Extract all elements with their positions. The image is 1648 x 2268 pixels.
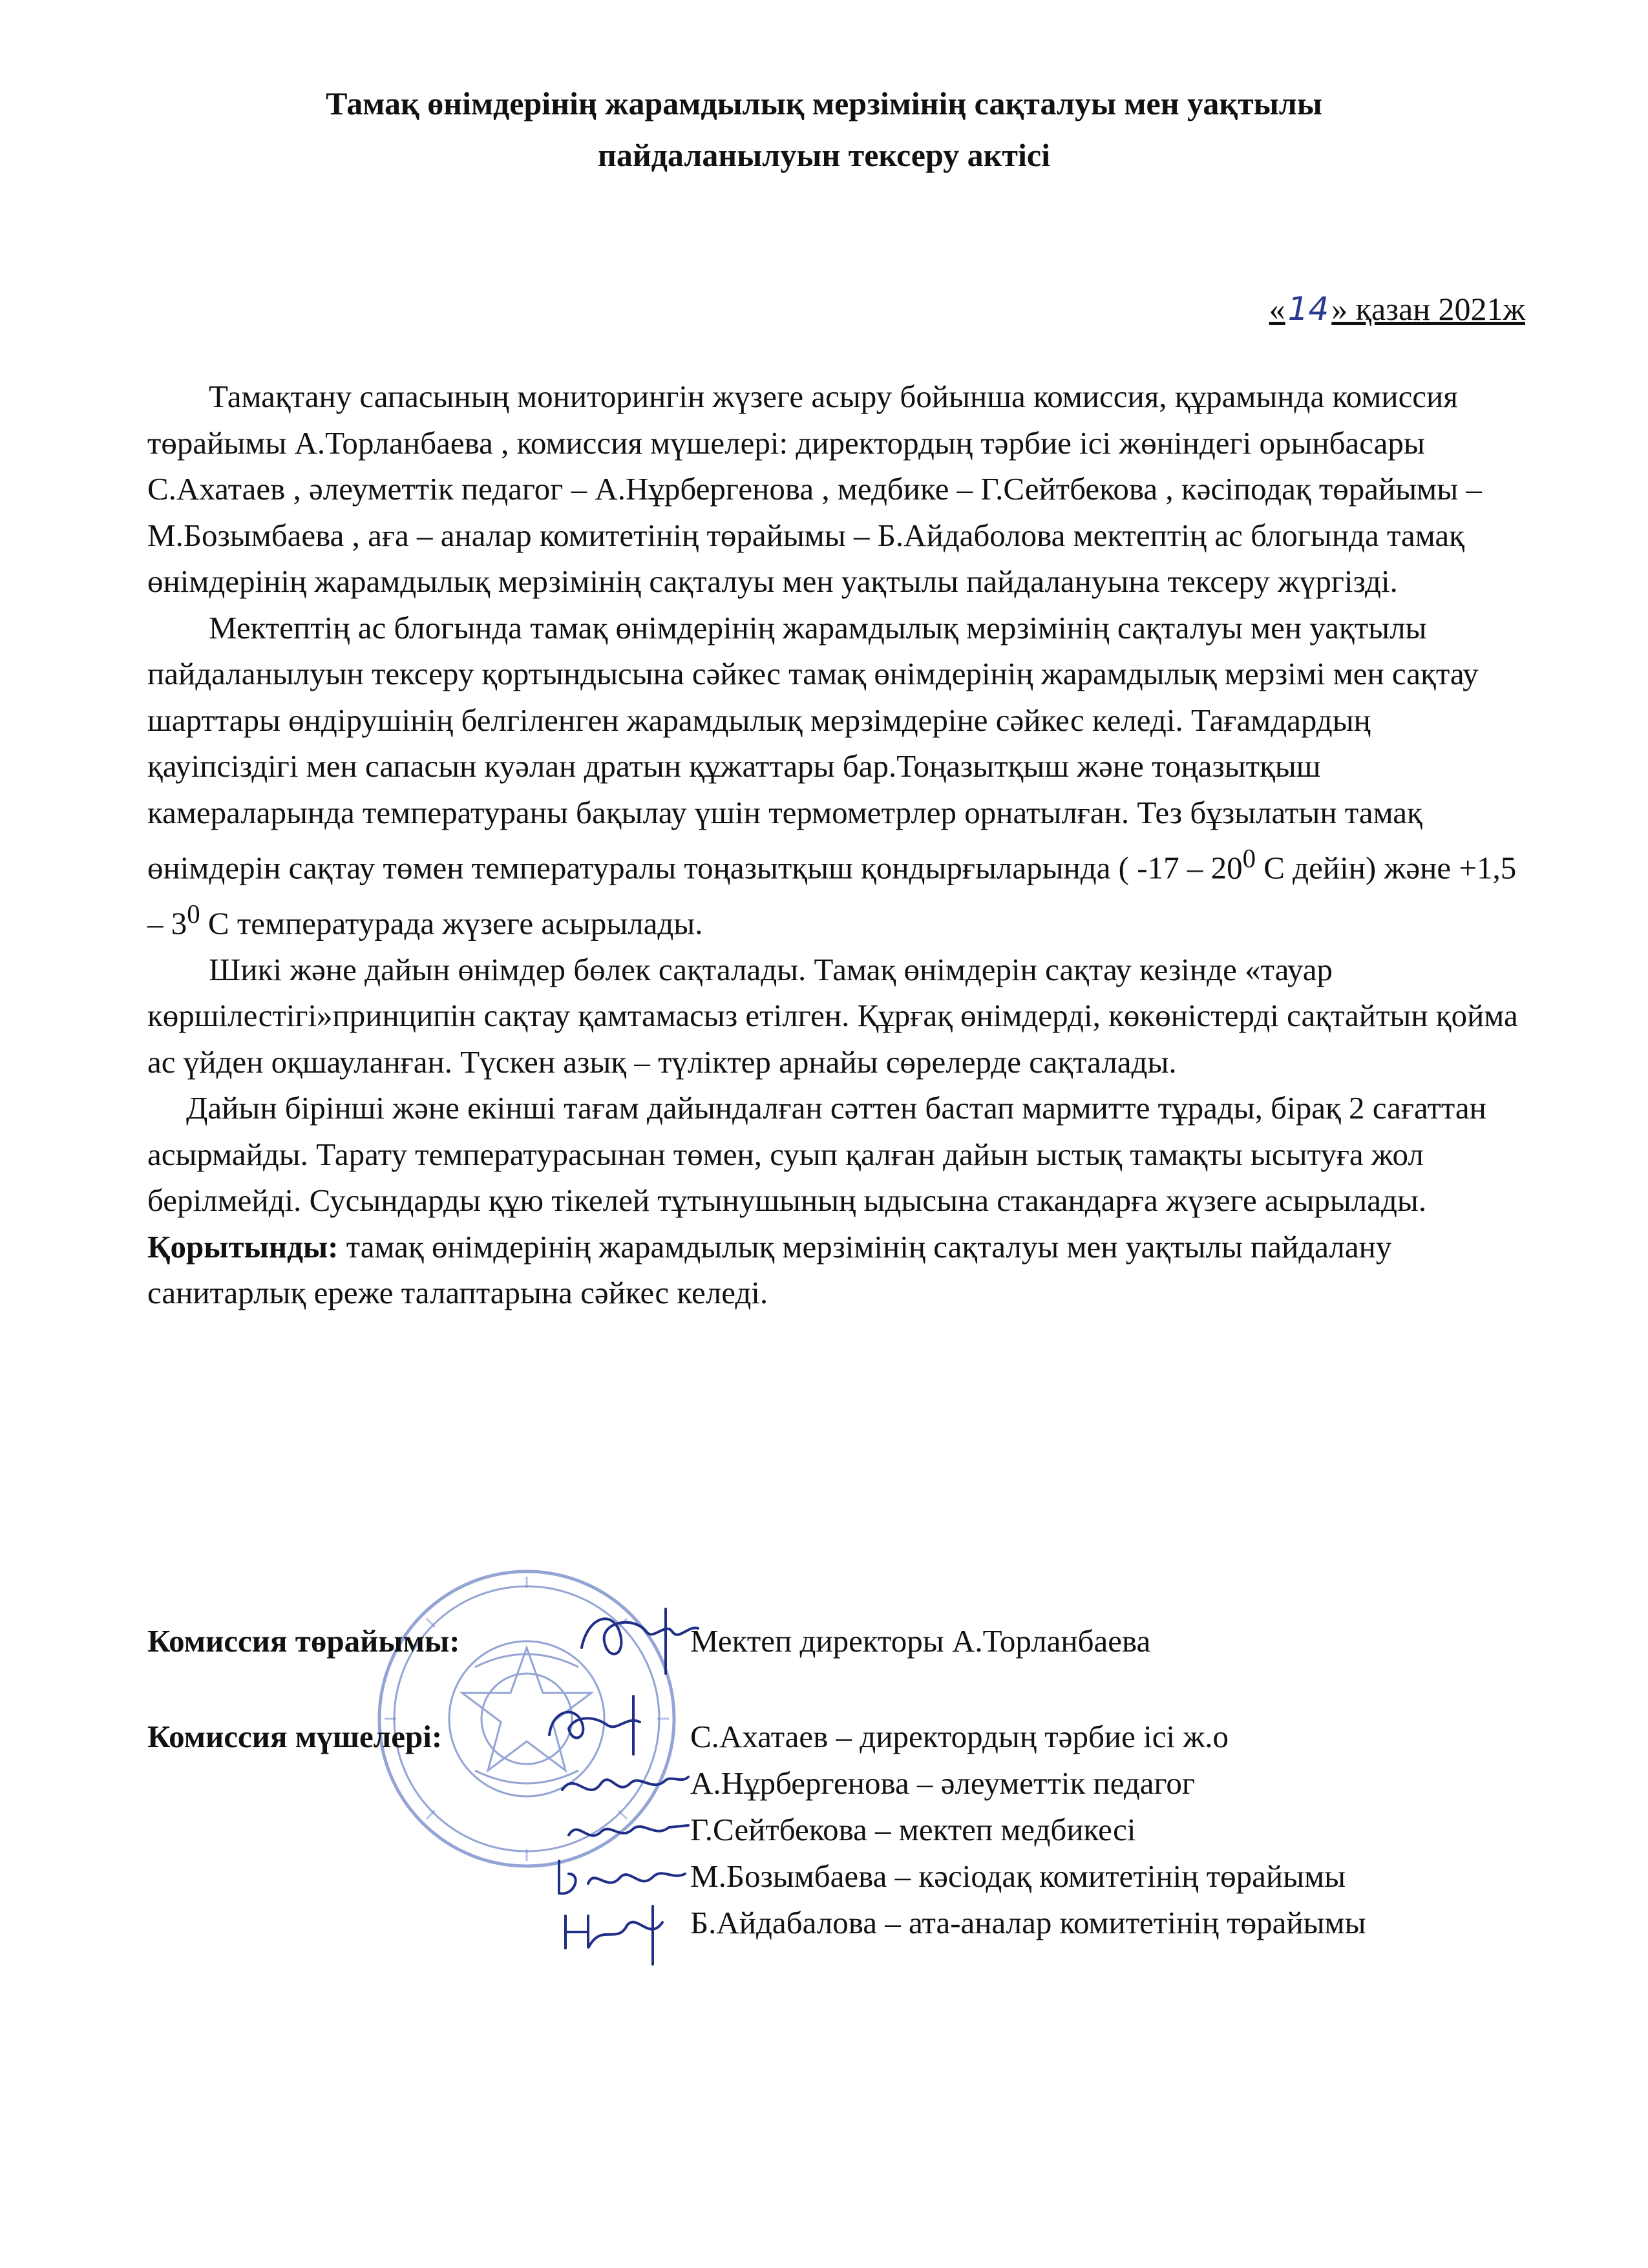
title-line-1: Тамақ өнімдерінің жарамдылық мерзімінің сақталуы мен уақтылы (326, 85, 1322, 121)
member-signature-5 (556, 1896, 685, 1968)
paragraph-storage: Шикі және дайын өнімдер бөлек сақталады. Тамақ өнімдерін сақтау кезінде «тауар көршілестігі»принципін сақтау қамтамасыз етілген. Құрғақ өнімдерді, көкөністерді сақтайтын қойма ас үйден оқшауланған. Түскен азық – түліктер арнайы сөрелерде сақталады. (147, 951, 1518, 1080)
member-signature-1 (536, 1690, 666, 1761)
member-signature-2 (556, 1758, 692, 1816)
chair-value: Мектеп директоры А.Торланбаева (690, 1623, 1151, 1659)
title-line-2: пайдаланылуын тексеру актісі (598, 137, 1050, 173)
member-line-2: А.Нұрбергенова – әлеуметтік педагог (690, 1765, 1196, 1801)
conclusion-label: Қорытынды: (147, 1228, 339, 1265)
paragraph-serving: Дайын бірінші және екінші тағам дайындалған сәттен бастап мармитте тұрады, бірақ 2 сағаттан асырмайды. Тарату температурасынан төмен, суып қалған дайын ыстық тамақты ысытуға жол берілмейді. Сусындарды құю тікелей тұтынушының ыдысына стакандарға жүзеге асырылады. (147, 1090, 1486, 1219)
members-row (147, 1717, 442, 1756)
chair-signature (569, 1596, 711, 1680)
member-line-1: С.Ахатаев – директордың тәрбие ісі ж.о (690, 1719, 1229, 1754)
degree-mark-1: 0 (1242, 844, 1256, 873)
document-title (194, 78, 1454, 181)
conclusion-text: тамақ өнімдерінің жарамдылық мерзімінің сақталуы мен уақтылы пайдалану санитарлық ереже талаптарына сәйкес келеді. (147, 1228, 1392, 1311)
paragraph-conclusion (147, 1224, 1524, 1316)
document-date (1150, 289, 1525, 328)
member-line-5: Б.Айдабалова – ата-аналар комитетінің төрайымы (690, 1905, 1366, 1940)
chair-label: Комиссия төрайымы: (147, 1623, 460, 1659)
date-day-handwritten: 14 (1287, 290, 1329, 328)
paragraph-2-part-b: С дейін) және +1,5 – 3 (147, 850, 1517, 941)
member-line-3: Г.Сейтбекова – мектеп медбикесі (690, 1812, 1136, 1847)
paragraph-commission: Тамақтану сапасының мониторингін жүзеге асыру бойынша комиссия, құрамында комиссия төрайымы А.Торланбаева , комиссия мүшелері: директордың тәрбие ісі жөніндегі орынбасары С.Ахатаев , әлеуметтік педагог – А.Нұрбергенова , медбике – Г.Сейтбекова , кәсіподақ төрайымы – М.Бозымбаева , аға – аналар комитетінің төрайымы – Б.Айдаболова мектептің ас блогында тамақ өнімдерінің жарамдылық мерзімінің сақталуы мен уақтылы пайдалануына тексеру жүргізді. (147, 379, 1482, 599)
date-open-quote: « (1269, 291, 1285, 327)
members-label: Комиссия мүшелері: (147, 1719, 443, 1754)
paragraph-2-part-a: Мектептің ас блогында тамақ өнімдерінің жарамдылық мерзімінің сақталуы мен уақтылы пайдаланылуын тексеру қортындысына сәйкес тамақ өнімдерінің жарамдылық мерзімі мен сақтау шарттары өндірушінің белгіленген жарамдылық мерзімдеріне сәйкес келеді. Тағамдардың қауіпсіздігі мен сапасын куәлан дратын құжаттары бар.Тоңазытқыш және тоңазытқыш камераларында температураны бақылау үшін термометрлер орнатылған. Тез бұзылатын тамақ өнімдерін сақтау төмен температуралы тоңазытқыш қондырғыларында ( -17 – 20 (147, 609, 1479, 886)
date-month-year: » қазан 2021ж (1331, 291, 1525, 327)
document-body (147, 373, 1524, 1316)
chair-row (147, 1622, 460, 1661)
degree-mark-2: 0 (187, 899, 200, 929)
member-line-4: М.Бозымбаева – кәсіодақ комитетінің төрайымы (690, 1858, 1346, 1894)
paragraph-2-part-c: С температурада жүзеге асырылады. (200, 905, 703, 941)
paragraph-inspection-results (147, 605, 1524, 947)
